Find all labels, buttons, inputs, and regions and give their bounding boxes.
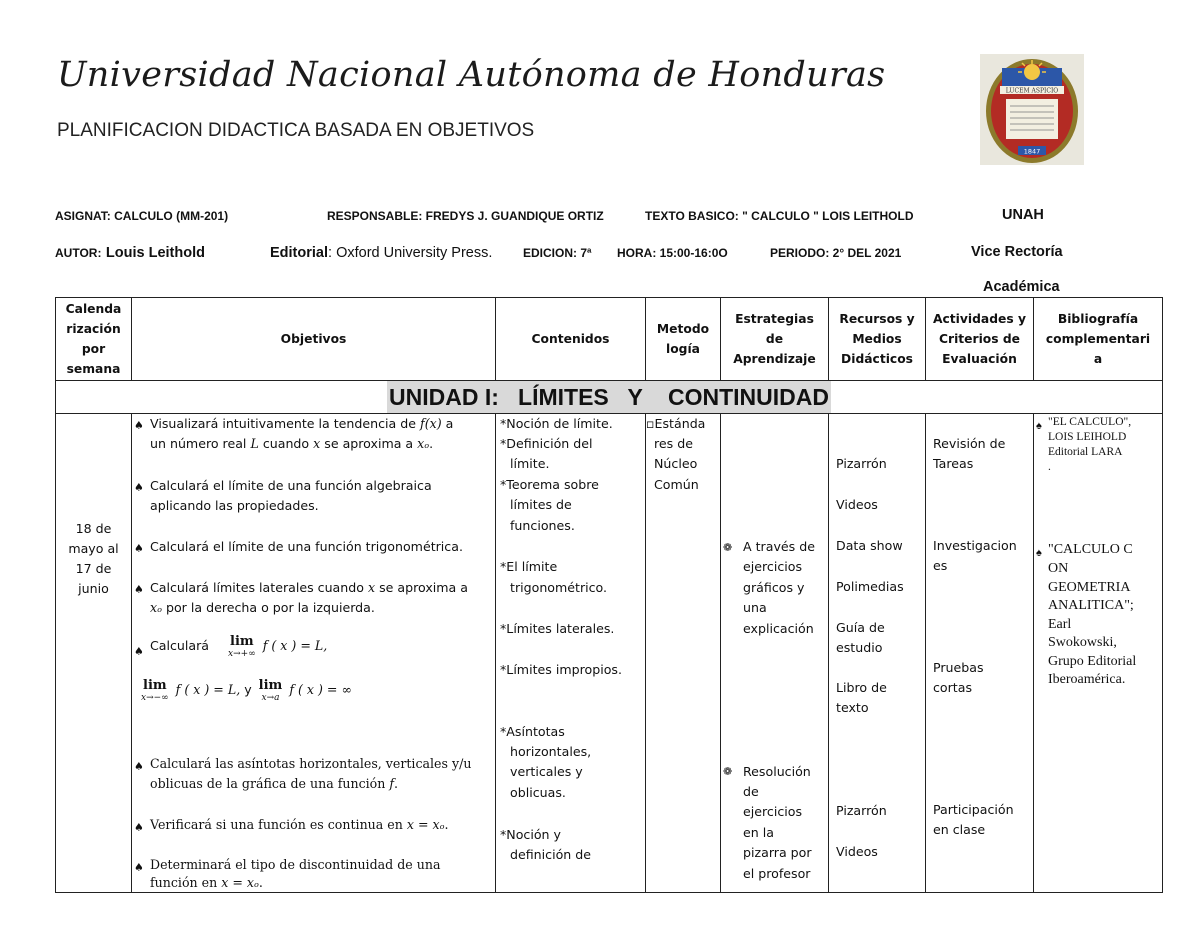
column-header-methodology: Metodo logía [646,298,721,381]
resource-item: Libro de [836,680,887,695]
bibliography-line: . [1048,461,1051,473]
objective-2-line2: aplicando las propiedades. [150,498,319,513]
content-item: límites de [510,497,572,512]
content-item: *Asíntotas [500,724,565,739]
bibliography-line: Earl [1048,617,1072,632]
meta-schedule: HORA: 15:00-16:0O [617,246,728,260]
bibliography-line: GEOMETRIA [1048,580,1131,595]
planning-table [55,297,1163,893]
table-header-row [56,298,1163,381]
spade-bullet-icon: ♠ [134,645,144,658]
content-item: oblicuas. [510,785,566,800]
meta-academica: Académica [983,279,1060,295]
strategy-line: Resolución [743,764,811,779]
methodology-line: Común [654,477,699,492]
calendar-line: mayo al [68,541,119,556]
strategy-line: gráficos y [743,580,805,595]
contents-cell [496,414,646,893]
bibliography-line: Iberoamérica. [1048,672,1126,687]
resource-item: Pizarrón [836,803,887,818]
spade-bullet-icon: ♠ [134,861,144,874]
ornament-bullet-icon: ❁ [723,541,733,554]
objective-4-line2: xₒ por la derecha o por la izquierda. [150,600,375,615]
resource-item: estudio [836,640,883,655]
strategy-line: en la [743,825,774,840]
activity-item: Revisión de [933,436,1006,451]
objective-1-line2: un número real L cuando x se aproxima a xₒ. [150,436,434,451]
objective-5: Calculará lim x→+∞ f ( x ) = L, [150,634,328,659]
spade-bullet-icon: ♠ [1036,547,1042,559]
calendar-line: junio [78,581,109,596]
objective-8-line2: función en x = xₒ. [150,875,263,890]
content-item: horizontales, [510,744,592,759]
ornament-bullet-icon: ❁ [723,765,733,778]
university-title: Universidad Nacional Autónoma de Honduras [57,55,886,95]
limit-expression: lim x→−∞ [141,678,169,703]
meta-base-text: TEXTO BASICO: " CALCULO " LOIS LEITHOLD [645,209,914,223]
svg-text:1847: 1847 [1023,147,1041,156]
spade-bullet-icon: ♠ [134,583,144,596]
methodology-line: Núcleo [654,456,698,471]
resource-item: Videos [836,497,878,512]
column-header-calendar: Calenda rización por semana [56,298,132,381]
bibliography-line: Grupo Editorial [1048,654,1137,669]
bibliography-line: Editorial LARA [1048,446,1123,458]
content-item: *Límites impropios. [500,662,622,677]
spade-bullet-icon: ♠ [134,419,144,432]
spade-bullet-icon: ♠ [134,481,144,494]
spade-bullet-icon: ♠ [1036,420,1042,432]
resource-item: Data show [836,538,903,553]
resources-cell [829,414,926,893]
calendar-cell [56,414,132,893]
strategy-line: una [743,600,767,615]
content-item: trigonométrico. [510,580,608,595]
methodology-line: ▫Estánda [646,416,706,431]
resource-item: Videos [836,844,878,859]
content-item: *Teorema sobre [500,477,599,492]
resource-item: Polimedias [836,579,904,594]
activity-item: Pruebas [933,660,984,675]
methodology-line: res de [654,436,693,451]
column-header-bibliography: Bibliografía complementari a [1034,298,1163,381]
bibliography-line: "EL CALCULO", [1048,416,1132,428]
content-item: *Noción y [500,827,561,842]
activities-cell [926,414,1034,893]
resource-item: texto [836,700,869,715]
objective-7: Verificará si una función es continua en x = xₒ. [150,817,449,832]
strategy-line: ejercicios [743,559,803,574]
meta-responsible: RESPONSABLE: FREDYS J. GUANDIQUE ORTIZ [327,209,604,223]
objective-5-line2: lim x→−∞ f ( x ) = L, y lim x→a f ( x ) = ∞ [141,678,352,703]
methodology-cell [646,414,721,893]
meta-vice-rectoria: Vice Rectoría [971,244,1063,260]
activity-item: Investigacion [933,538,1017,553]
content-item: límite. [510,456,550,471]
meta-editorial-label: Editorial [270,245,329,261]
activity-item: Tareas [933,456,974,471]
activity-item: es [933,558,948,573]
limit-expression: lim x→+∞ [228,634,256,659]
meta-unah: UNAH [1002,207,1044,223]
content-item: verticales y [510,764,583,779]
strategy-line: ejercicios [743,804,803,819]
meta-period: PERIODO: 2° DEL 2021 [770,246,902,260]
meta-edition: EDICION: 7ª [523,246,592,260]
unit-title: UNIDAD I: LÍMITES Y CONTINUIDAD [387,381,831,413]
column-header-activities: Actividades y Criterios de Evaluación [926,298,1034,381]
strategies-cell [721,414,829,893]
strategy-line: de [743,784,759,799]
limit-expression: lim x→a [258,678,283,703]
column-header-objectives: Objetivos [132,298,496,381]
meta-subject: ASIGNAT: CALCULO (MM-201) [55,209,229,223]
bibliography-line: Swokowski, [1048,635,1117,650]
content-item: *Límites laterales. [500,621,615,636]
activity-item: Participación [933,802,1014,817]
content-item: definición de [510,847,592,862]
objective-4: Calculará límites laterales cuando x se aproxima a [150,580,468,595]
objective-1: Visualizará intuitivamente la tendencia de f(x) a [150,416,454,431]
meta-editorial [270,244,492,262]
strategy-line: A través de [743,539,815,554]
spade-bullet-icon: ♠ [134,542,144,555]
bibliography-line: LOIS LEIHOLD [1048,431,1127,443]
calendar-line: 17 de [75,561,112,576]
meta-author-value: Louis Leithold [105,245,205,261]
resource-item: Pizarrón [836,456,887,471]
resource-item: Guía de [836,620,885,635]
strategy-line: explicación [743,621,814,636]
spade-bullet-icon: ♠ [134,821,144,834]
meta-editorial-value: : Oxford University Press. [328,245,493,261]
svg-text:LUCEM ASPICIO: LUCEM ASPICIO [1005,87,1059,95]
column-header-strategies: Estrategias de Aprendizaje [721,298,829,381]
objective-6: Calculará las asíntotas horizontales, verticales y/u [150,756,472,771]
meta-author-label: AUTOR: [55,246,102,260]
objective-8: Determinará el tipo de discontinuidad de una [150,857,441,872]
content-item: *Definición del [500,436,593,451]
meta-author [55,244,205,262]
content-item: *El límite [500,559,558,574]
objectives-cell [132,414,496,893]
column-header-contents: Contenidos [496,298,646,381]
activity-item: en clase [933,822,986,837]
bibliography-line: ON [1048,561,1069,576]
content-row [56,414,1163,893]
content-item: funciones. [510,518,575,533]
calendar-line: 18 de [75,521,112,536]
bibliography-line: "CALCULO C [1048,542,1133,557]
unit-row [56,381,1163,414]
activity-item: cortas [933,680,973,695]
spade-bullet-icon: ♠ [134,760,144,773]
strategy-line: el profesor [743,866,811,881]
objective-2: Calculará el límite de una función algebraica [150,478,432,493]
university-seal-logo [980,54,1084,165]
bibliography-cell [1034,414,1163,893]
bibliography-line: ANALITICA"; [1048,598,1134,613]
strategy-line: pizarra por [743,845,812,860]
objective-3: Calculará el límite de una función trigonométrica. [150,539,463,554]
objective-6-line2: oblicuas de la gráfica de una función f. [150,776,399,791]
document-subtitle: PLANIFICACION DIDACTICA BASADA EN OBJETIVOS [57,120,535,141]
content-item: *Noción de límite. [500,416,613,431]
column-header-resources: Recursos y Medios Didácticos [829,298,926,381]
